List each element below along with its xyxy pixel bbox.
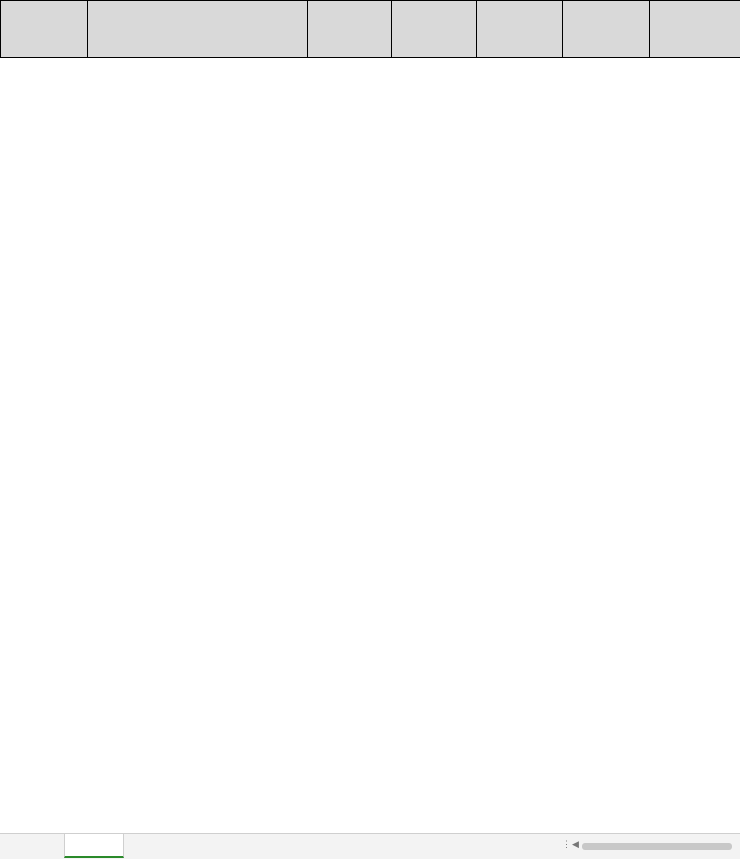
sheet-tab-sheet1[interactable] <box>64 834 124 858</box>
header-ratio[interactable] <box>308 1 392 58</box>
sheet-tab-bar <box>0 833 740 859</box>
horizontal-scrollbar[interactable] <box>560 839 736 853</box>
header-budget[interactable] <box>563 1 650 58</box>
scroll-left-icon[interactable]: ◀ <box>572 839 579 850</box>
header-rate[interactable] <box>650 1 740 58</box>
header-row <box>1 1 740 58</box>
customer-source-table <box>0 0 740 58</box>
scroll-dots-icon: ⋮ <box>562 839 571 850</box>
header-num[interactable] <box>1 1 88 58</box>
header-source[interactable] <box>88 1 308 58</box>
header-owner[interactable] <box>477 1 563 58</box>
scrollbar-thumb[interactable] <box>582 843 732 850</box>
header-method[interactable] <box>392 1 477 58</box>
